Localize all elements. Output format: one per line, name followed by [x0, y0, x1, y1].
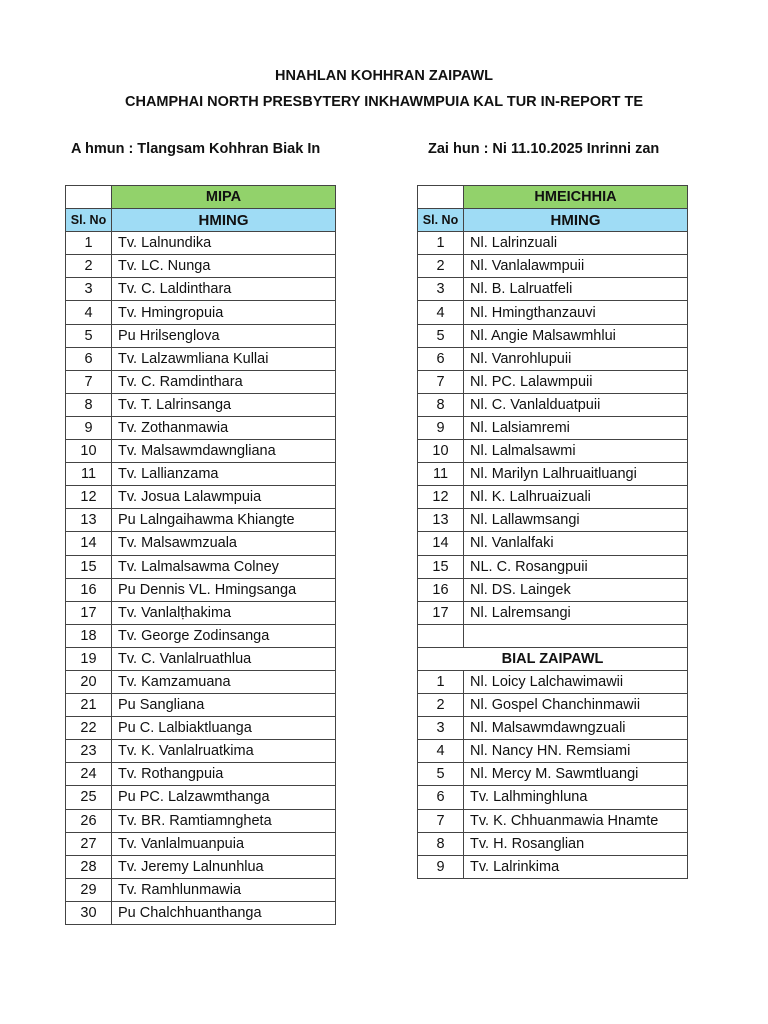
mipa-row: [66, 324, 336, 347]
member-name: Tv. Vanlalmuanpuia: [112, 832, 336, 855]
member-name: Nl. Lalmalsawmi: [464, 440, 688, 463]
member-name: Pu Hrilsenglova: [112, 324, 336, 347]
document-title: HNAHLAN KOHHRAN ZAIPAWL: [274, 68, 494, 84]
hmeichhia-row: [418, 324, 688, 347]
member-name: Nl. Vanlalfaki: [464, 532, 688, 555]
serial-number: 8: [418, 832, 464, 855]
serial-number: 15: [418, 555, 464, 578]
member-name: Tv. Lalmalsawma Colney: [112, 555, 336, 578]
member-name: Tv. K. Vanlalruatkima: [112, 740, 336, 763]
member-name: Tv. T. Lalrinsanga: [112, 393, 336, 416]
blank-cell: [418, 624, 464, 647]
bial-zaipawl-row: [418, 694, 688, 717]
mipa-row: [66, 647, 336, 670]
serial-number: 1: [418, 670, 464, 693]
member-name: Tv. George Zodinsanga: [112, 624, 336, 647]
serial-number: 3: [66, 278, 112, 301]
member-name: Tv. Hmingropuia: [112, 301, 336, 324]
serial-number: 2: [66, 255, 112, 278]
document-subtitle: CHAMPHAI NORTH PRESBYTERY INKHAWMPUIA KAL TUR IN-REPORT TE: [125, 94, 643, 110]
hmeichhia-row: [418, 370, 688, 393]
member-name: Tv. Jeremy Lalnunhlua: [112, 855, 336, 878]
member-name: Tv. Ramhlunmawia: [112, 878, 336, 901]
serial-number: 16: [418, 578, 464, 601]
blank-cell: [464, 624, 688, 647]
serial-number: 2: [418, 694, 464, 717]
hmeichhia-row: [418, 578, 688, 601]
serial-number: 8: [66, 393, 112, 416]
serial-number: 17: [66, 601, 112, 624]
mipa-row: [66, 901, 336, 924]
member-name: Tv. Lalzawmliana Kullai: [112, 347, 336, 370]
serial-number: 16: [66, 578, 112, 601]
member-name: Pu PC. Lalzawmthanga: [112, 786, 336, 809]
serial-number: 11: [418, 463, 464, 486]
serial-number: 10: [66, 440, 112, 463]
member-name: Tv. C. Ramdinthara: [112, 370, 336, 393]
member-name: NL. C. Rosangpuii: [464, 555, 688, 578]
serial-number: 13: [66, 509, 112, 532]
serial-number: 12: [66, 486, 112, 509]
member-name: Tv. Zothanmawia: [112, 416, 336, 439]
serial-number: 21: [66, 694, 112, 717]
serial-number: 18: [66, 624, 112, 647]
member-name: Tv. BR. Ramtiamngheta: [112, 809, 336, 832]
serial-number: 6: [418, 347, 464, 370]
date-label: Zai hun : Ni 11.10.2025 Inrinni zan: [428, 141, 660, 157]
member-name: Tv. C. Laldinthara: [112, 278, 336, 301]
member-name: Pu Sangliana: [112, 694, 336, 717]
hmeichhia-row: [418, 301, 688, 324]
member-name: Pu Lalngaihawma Khiangte: [112, 509, 336, 532]
hmeichhia-row: [418, 509, 688, 532]
member-name: Nl. Nancy HN. Remsiami: [464, 740, 688, 763]
mipa-row: [66, 486, 336, 509]
member-name: Nl. Angie Malsawmhlui: [464, 324, 688, 347]
mipa-row: [66, 878, 336, 901]
mipa-sl-header: Sl. No: [66, 209, 112, 232]
member-name: Nl. K. Lalhruaizuali: [464, 486, 688, 509]
serial-number: 6: [66, 347, 112, 370]
serial-number: 3: [418, 717, 464, 740]
hmeichhia-group-header: HMEICHHIA: [464, 186, 688, 209]
mipa-row: [66, 532, 336, 555]
mipa-row: [66, 555, 336, 578]
serial-number: 20: [66, 670, 112, 693]
member-name: Tv. C. Vanlalruathlua: [112, 647, 336, 670]
serial-number: 12: [418, 486, 464, 509]
serial-number: 2: [418, 255, 464, 278]
serial-number: 15: [66, 555, 112, 578]
blank-row: [418, 624, 688, 647]
bial-zaipawl-row: [418, 786, 688, 809]
member-name: Nl. Loicy Lalchawimawii: [464, 670, 688, 693]
serial-number: 13: [418, 509, 464, 532]
hmeichhia-row: [418, 532, 688, 555]
serial-number: 22: [66, 717, 112, 740]
member-name: Pu C. Lalbiaktluanga: [112, 717, 336, 740]
mipa-row: [66, 347, 336, 370]
hmeichhia-row: [418, 347, 688, 370]
member-name: Tv. Lalrinkima: [464, 855, 688, 878]
mipa-row: [66, 278, 336, 301]
serial-number: 11: [66, 463, 112, 486]
mipa-row: [66, 232, 336, 255]
member-name: Nl. Marilyn Lalhruaitluangi: [464, 463, 688, 486]
member-name: Nl. DS. Laingek: [464, 578, 688, 601]
member-name: Nl. B. Lalruatfeli: [464, 278, 688, 301]
bial-zaipawl-header: BIAL ZAIPAWL: [418, 647, 688, 670]
serial-number: 7: [66, 370, 112, 393]
mipa-row: [66, 855, 336, 878]
mipa-row: [66, 809, 336, 832]
bial-zaipawl-row: [418, 809, 688, 832]
member-name: Nl. PC. Lalawmpuii: [464, 370, 688, 393]
hmeichhia-row: [418, 393, 688, 416]
serial-number: 4: [418, 740, 464, 763]
serial-number: 30: [66, 901, 112, 924]
serial-number: 6: [418, 786, 464, 809]
mipa-row: [66, 509, 336, 532]
member-name: Nl. Lalrinzuali: [464, 232, 688, 255]
hmeichhia-sl-header: Sl. No: [418, 209, 464, 232]
member-name: Tv. Josua Lalawmpuia: [112, 486, 336, 509]
serial-number: 25: [66, 786, 112, 809]
mipa-row: [66, 694, 336, 717]
serial-number: 24: [66, 763, 112, 786]
member-name: Tv. Lalnundika: [112, 232, 336, 255]
hmeichhia-row: [418, 232, 688, 255]
member-name: Tv. Lallianzama: [112, 463, 336, 486]
serial-number: 26: [66, 809, 112, 832]
member-name: Tv. Vanlalṭhakima: [112, 601, 336, 624]
hmeichhia-row: [418, 416, 688, 439]
member-name: Nl. Vanrohlupuii: [464, 347, 688, 370]
bial-zaipawl-row: [418, 763, 688, 786]
mipa-row: [66, 601, 336, 624]
serial-number: 14: [66, 532, 112, 555]
hmeichhia-table: [417, 185, 688, 879]
member-name: Pu Dennis VL. Hmingsanga: [112, 578, 336, 601]
bial-zaipawl-row: [418, 832, 688, 855]
mipa-row: [66, 440, 336, 463]
serial-number: 9: [418, 416, 464, 439]
serial-number: 28: [66, 855, 112, 878]
serial-number: 9: [66, 416, 112, 439]
member-name: Tv. Malsawmzuala: [112, 532, 336, 555]
mipa-row: [66, 393, 336, 416]
serial-number: 29: [66, 878, 112, 901]
member-name: Tv. K. Chhuanmawia Hnamte: [464, 809, 688, 832]
hmeichhia-row: [418, 440, 688, 463]
mipa-row: [66, 717, 336, 740]
member-name: Tv. LC. Nunga: [112, 255, 336, 278]
serial-number: 17: [418, 601, 464, 624]
venue-label: A hmun : Tlangsam Kohhran Biak In: [71, 141, 321, 157]
member-name: Nl. Malsawmdawngzuali: [464, 717, 688, 740]
mipa-row: [66, 463, 336, 486]
mipa-row: [66, 786, 336, 809]
hmeichhia-row: [418, 601, 688, 624]
hmeichhia-row: [418, 255, 688, 278]
mipa-row: [66, 578, 336, 601]
member-name: Nl. Gospel Chanchinmawii: [464, 694, 688, 717]
serial-number: 1: [418, 232, 464, 255]
bial-zaipawl-header-row: [418, 647, 688, 670]
member-name: Nl. Hmingthanzauvi: [464, 301, 688, 324]
serial-number: 7: [418, 809, 464, 832]
serial-number: 7: [418, 370, 464, 393]
member-name: Nl. C. Vanlalduatpuii: [464, 393, 688, 416]
serial-number: 10: [418, 440, 464, 463]
mipa-row: [66, 670, 336, 693]
member-name: Tv. H. Rosanglian: [464, 832, 688, 855]
mipa-row: [66, 255, 336, 278]
mipa-row: [66, 740, 336, 763]
mipa-group-header: MIPA: [112, 186, 336, 209]
member-name: Tv. Lalhminghluna: [464, 786, 688, 809]
serial-number: 14: [418, 532, 464, 555]
member-name: Tv. Rothangpuia: [112, 763, 336, 786]
bial-zaipawl-row: [418, 670, 688, 693]
serial-number: 9: [418, 855, 464, 878]
bial-zaipawl-row: [418, 717, 688, 740]
serial-number: 5: [418, 324, 464, 347]
member-name: Nl. Mercy M. Sawmtluangi: [464, 763, 688, 786]
member-name: Tv. Kamzamuana: [112, 670, 336, 693]
mipa-row: [66, 370, 336, 393]
hmeichhia-row: [418, 278, 688, 301]
member-name: Nl. Lallawmsangi: [464, 509, 688, 532]
member-name: Tv. Malsawmdawngliana: [112, 440, 336, 463]
member-name: Nl. Lalremsangi: [464, 601, 688, 624]
mipa-table: [65, 185, 336, 925]
mipa-row: [66, 416, 336, 439]
serial-number: 23: [66, 740, 112, 763]
bial-zaipawl-row: [418, 855, 688, 878]
member-name: Pu Chalchhuanthanga: [112, 901, 336, 924]
mipa-row: [66, 832, 336, 855]
hmeichhia-row: [418, 555, 688, 578]
mipa-row: [66, 763, 336, 786]
serial-number: 27: [66, 832, 112, 855]
member-name: Nl. Vanlalawmpuii: [464, 255, 688, 278]
hmeichhia-name-header: HMING: [464, 209, 688, 232]
hmeichhia-row: [418, 463, 688, 486]
hmeichhia-row: [418, 486, 688, 509]
serial-number: 4: [418, 301, 464, 324]
serial-number: 3: [418, 278, 464, 301]
mipa-row: [66, 301, 336, 324]
member-name: Nl. Lalsiamremi: [464, 416, 688, 439]
serial-number: 4: [66, 301, 112, 324]
bial-zaipawl-row: [418, 740, 688, 763]
serial-number: 19: [66, 647, 112, 670]
mipa-row: [66, 624, 336, 647]
serial-number: 8: [418, 393, 464, 416]
serial-number: 5: [66, 324, 112, 347]
serial-number: 1: [66, 232, 112, 255]
serial-number: 5: [418, 763, 464, 786]
mipa-name-header: HMING: [112, 209, 336, 232]
